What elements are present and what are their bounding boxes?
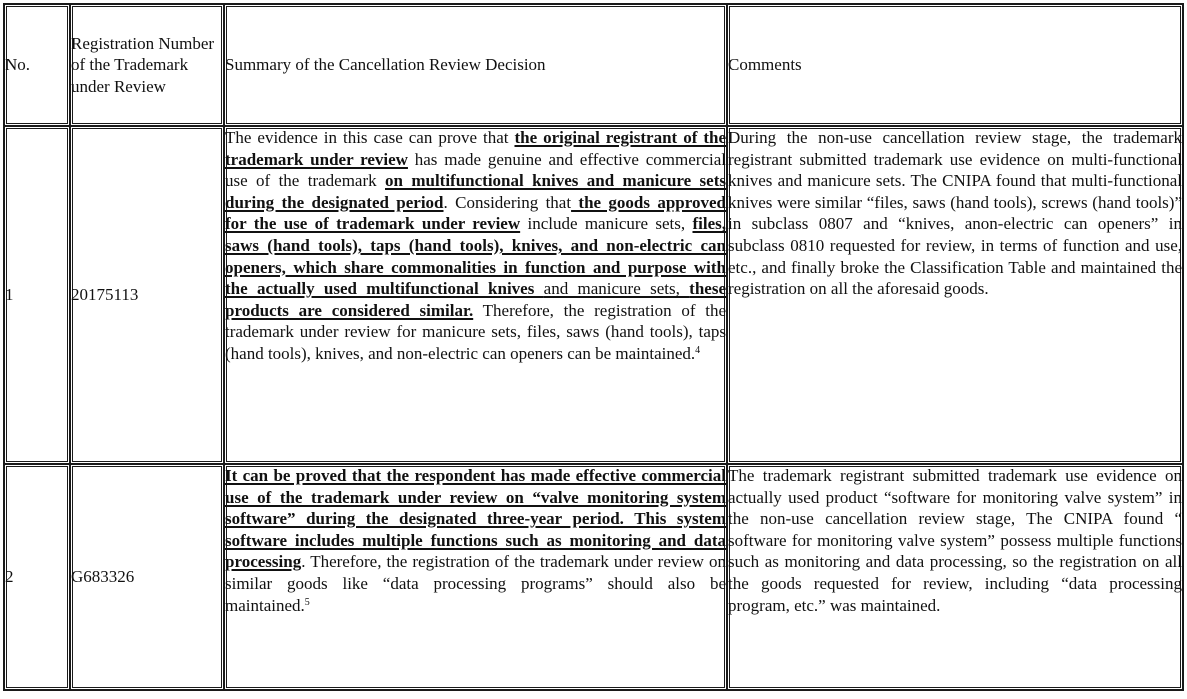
row-summary [224, 126, 727, 464]
plain-text: has made genuine and effective commercial use of the trademark [225, 149, 726, 191]
plain-text: include manicure sets, [520, 214, 693, 234]
header-registration-number: Registration Number of the Trademark under Review [70, 4, 224, 126]
emphasized-text: the goods approved for the use of trademark under review [225, 192, 726, 234]
plain-text: . Considering that [443, 192, 572, 212]
row-comments: The trademark registrant submitted trademark use evidence on actually used product “software for monitoring valve system” in the non-use cancellation review stage, The CNIPA found “ software for monitoring valve system” possess multiple functions such as monitoring and data processing, so the registration on all the goods requested for review, including “data processing program, etc.” was maintained. [727, 464, 1183, 690]
row-no: 2 [4, 464, 70, 690]
header-no: No. [4, 4, 70, 126]
footnote-marker: 4 [695, 344, 701, 356]
row-comments: During the non-use cancellation review stage, the trademark registrant submitted trademark use evidence on multi-functional knives and manicure sets. The CNIPA found that multi-functional knives were similar “files, saws (hand tools), screws (hand tools)” in subclass 0807 and “knives, anon-electric can openers” in subclass 0810 requested for review, in terms of function and use, etc., and finally broke the Classification Table and maintained the registration on all the aforesaid goods. [727, 126, 1183, 464]
table-row [4, 464, 1183, 690]
header-summary: Summary of the Cancellation Review Decision [224, 4, 727, 126]
table-header-row [4, 4, 1183, 126]
cancellation-review-table [3, 3, 1184, 691]
plain-text: The evidence in this case can prove that [225, 128, 515, 147]
emphasized-text: files, saws (hand tools), taps (hand tools), knives, and non-electric can openers, which share commonalities in function and purpose with the actually used multifunctional knives [225, 214, 727, 299]
row-registration-number: G683326 [70, 464, 224, 690]
plain-text: . Therefore, the registration of the trademark under review on similar goods like “data processing programs” should also be maintained. [225, 552, 726, 615]
table-row [4, 126, 1183, 464]
row-summary [224, 464, 727, 690]
plain-text: Therefore, the registration of the trademark under review for manicure sets, files, saws (hand tools), taps (hand tools), knives, and non-electric can openers can be maintained. [225, 300, 726, 363]
row-registration-number: 20175113 [70, 126, 224, 464]
footnote-marker: 5 [304, 596, 310, 608]
summary-text [225, 128, 726, 363]
header-comments: Comments [727, 4, 1183, 126]
underlined-text: and manicure sets, [543, 279, 690, 299]
emphasized-text: It can be proved that the respondent has made effective commercial use of the trademark under review on “valve monitoring system software” during the designated three-year period. This system software includes multiple functions such as monitoring and data processing [225, 466, 726, 572]
emphasized-text: on multifunctional knives and manicure sets during the designated period [225, 171, 726, 212]
emphasized-text: the original registrant of the trademark under review [225, 128, 726, 169]
summary-text [225, 466, 726, 615]
row-no: 1 [4, 126, 70, 464]
emphasized-text: these products are considered similar. [225, 279, 726, 320]
